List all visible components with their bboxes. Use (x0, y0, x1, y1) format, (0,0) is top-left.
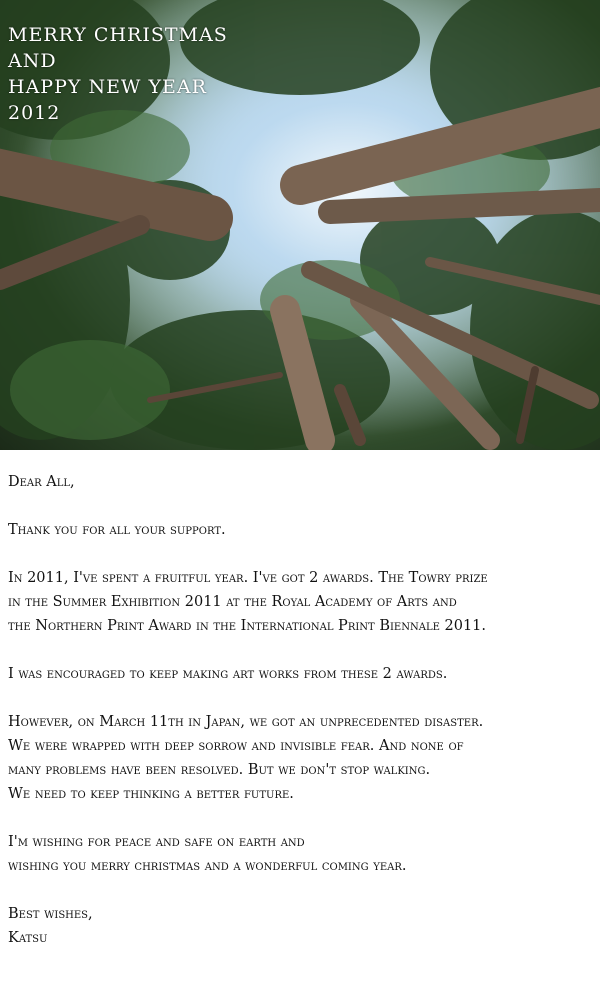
thanks-text: Thank you for all your support. (8, 522, 226, 538)
paragraph-line: However, on March 11th in Japan, we got an unprecedented disaster. (8, 714, 484, 730)
paragraph-line: many problems have been resolved. But we don't stop walking. (8, 762, 431, 778)
awards-paragraph (8, 566, 598, 638)
greeting-text: Dear All, (8, 474, 75, 490)
header-photo (0, 0, 600, 450)
paragraph-line: in the Summer Exhibition 2011 at the Royal Academy of Arts and (8, 594, 457, 610)
title-line: MERRY CHRISTMAS (8, 24, 228, 46)
letter-body (8, 470, 598, 974)
paragraph-line: wishing you merry christmas and a wonderful coming year. (8, 858, 407, 874)
greeting-title (8, 22, 228, 126)
encouraged-paragraph (8, 662, 598, 686)
greeting-paragraph (8, 470, 598, 494)
paragraph-line: the Northern Print Award in the International Print Biennale 2011. (8, 618, 487, 634)
paragraph-line: We were wrapped with deep sorrow and invisible fear. And none of (8, 738, 464, 754)
title-line: 2012 (8, 102, 61, 124)
wishes-paragraph (8, 830, 598, 878)
paragraph-line: We need to keep thinking a better future. (8, 786, 294, 802)
paragraph-line: In 2011, I've spent a fruitful year. I've got 2 awards. The Towry prize (8, 570, 488, 586)
signature: Katsu (8, 930, 48, 946)
title-line: AND (8, 50, 57, 72)
title-line: HAPPY NEW YEAR (8, 76, 207, 98)
paragraph-line: I was encouraged to keep making art works from these 2 awards. (8, 666, 448, 682)
paragraph-line: I'm wishing for peace and safe on earth and (8, 834, 305, 850)
thanks-paragraph (8, 518, 598, 542)
closing-text: Best wishes, (8, 906, 93, 922)
disaster-paragraph (8, 710, 598, 806)
closing-paragraph (8, 902, 598, 950)
